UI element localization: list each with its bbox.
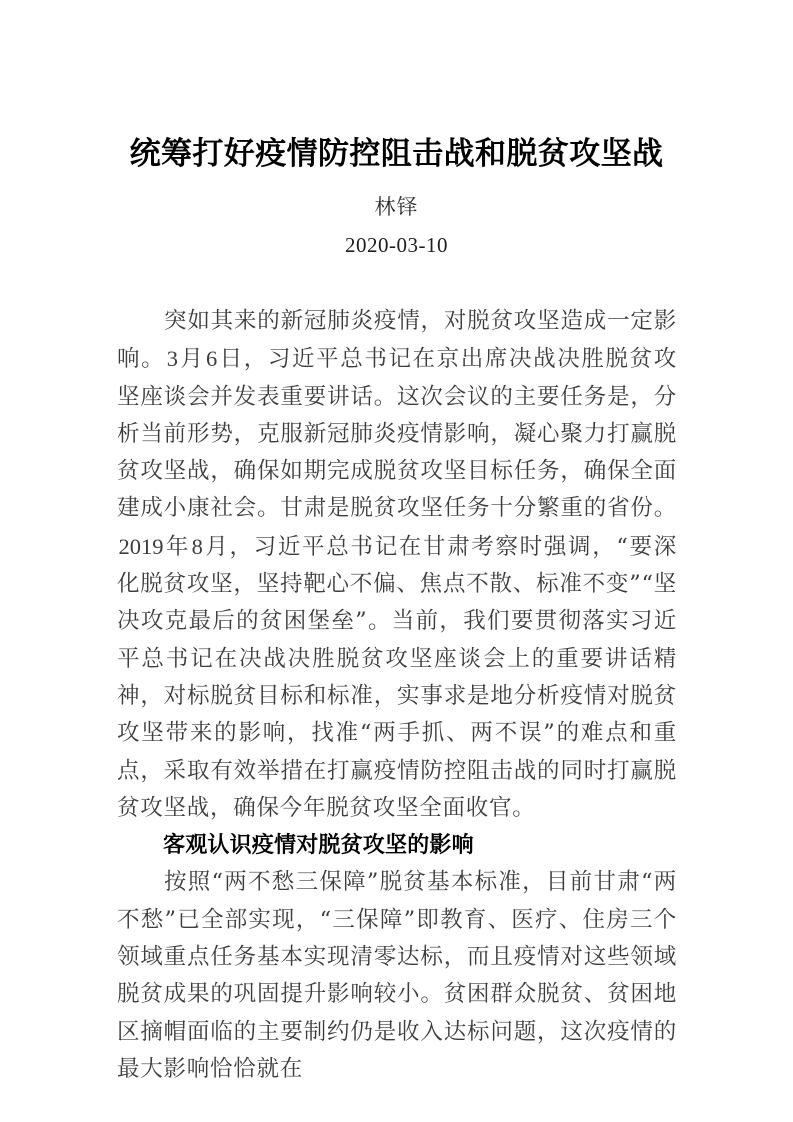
- page-title: 统筹打好疫情防控阻击战和脱贫攻坚战: [129, 136, 664, 172]
- document-date: 2020-03-10: [345, 233, 448, 257]
- section-heading: 客观认识疫情对脱贫攻坚的影响: [163, 833, 474, 859]
- document-body: [117, 303, 677, 1088]
- body-paragraph: 突如其来的新冠肺炎疫情，对脱贫攻坚造成一定影响。3月6日，习近平总书记在京出席决战决胜脱贫攻坚座谈会并发表重要讲话。这次会议的主要任务是，分析当前形势，克服新冠肺炎疫情影响，凝心聚力打赢脱贫攻坚战，确保如期完成脱贫攻坚目标任务，确保全面建成小康社会。甘肃是脱贫攻坚任务十分繁重的省份。2019年8月，习近平总书记在甘肃考察时强调，“要深化脱贫攻坚，坚持靶心不偏、焦点不散、标准不变”“坚决攻克最后的贫困堡垒”。当前，我们要贯彻落实习近平总书记在决战决胜脱贫攻坚座谈会上的重要讲话精神，对标脱贫目标和标准，实事求是地分析疫情对脱贫攻坚带来的影响，找准“两手抓、两不误”的难点和重点，采取有效举措在打赢疫情防控阻击战的同时打赢脱贫攻坚战，确保今年脱贫攻坚全面收官。: [117, 308, 677, 821]
- body-paragraph: 按照“两不愁三保障”脱贫基本标准，目前甘肃“两不愁”已全部实现，“三保障”即教育、医疗、住房三个领域重点任务基本实现清零达标，而且疫情对这些领域脱贫成果的巩固提升影响较小。贫困群众脱贫、贫困地区摘帽面临的主要制约仍是收入达标问题，这次疫情的最大影响恰恰就在: [117, 869, 677, 1082]
- document-author: 林铎: [374, 195, 419, 219]
